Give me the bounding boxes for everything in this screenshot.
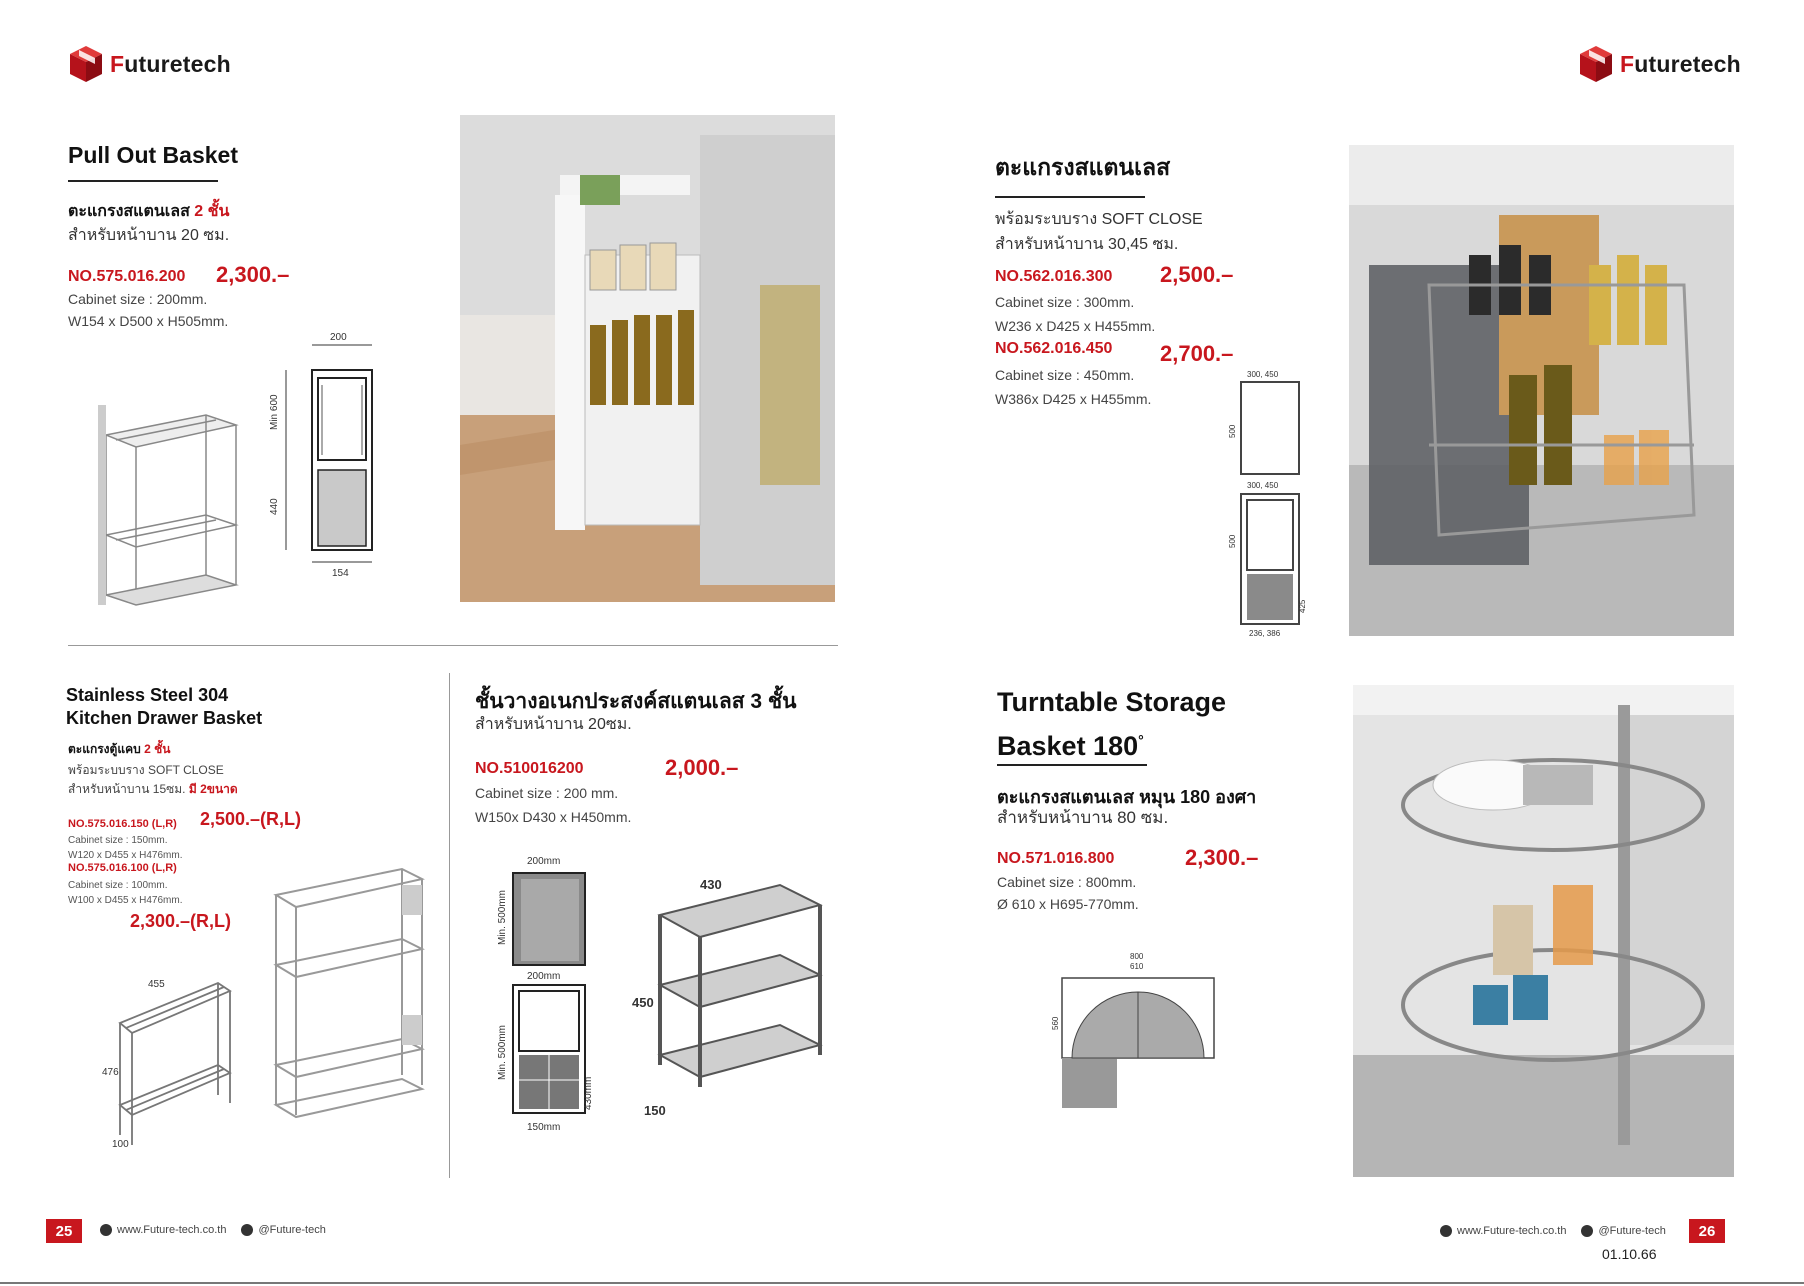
pull-out-dims: W154 x D500 x H505mm. bbox=[68, 313, 229, 329]
drawer-subtitle: ตะแกรงตู้แคบ 2 ชั้น bbox=[68, 742, 171, 756]
turntable-subtitle: ตะแกรงสแตนเลส หมุน 180 องศา bbox=[997, 787, 1257, 807]
drawer-door: สำหรับหน้าบาน 15ซม. มี 2ขนาด bbox=[68, 782, 238, 796]
turntable-price: 2,300.– bbox=[1185, 845, 1259, 870]
drawer-code-1: NO.575.016.150 (L,R) bbox=[68, 818, 177, 830]
page-bottom-rule bbox=[0, 1282, 1804, 1284]
basket-dim-top2: 300, 450 bbox=[1247, 481, 1279, 490]
brand-wordmark: Futuretech bbox=[1620, 50, 1741, 77]
brand-logo-left bbox=[68, 44, 231, 84]
basket-dims-2: W386x D425 x H455mm. bbox=[995, 391, 1152, 407]
basket-photo bbox=[1349, 145, 1734, 636]
turntable-title bbox=[997, 683, 1226, 765]
shelf-code: NO.510016200 bbox=[475, 760, 584, 777]
shelf-dim-w2: 200mm bbox=[527, 971, 561, 982]
turntable-dimension-diagram bbox=[1048, 950, 1218, 1115]
title-underline bbox=[995, 196, 1145, 198]
drawer-dims-1: W120 x D455 x H476mm. bbox=[68, 850, 183, 861]
shelf-door: สำหรับหน้าบาน 20ซม. bbox=[475, 716, 632, 733]
drawer-price-2: 2,300.–(R,L) bbox=[130, 911, 232, 931]
footer-left bbox=[100, 1224, 326, 1236]
turntable-title-line2: Basket 180° bbox=[997, 731, 1144, 761]
basket-title: ตะแกรงสแตนเลส bbox=[995, 154, 1171, 180]
pull-out-code: NO.575.016.200 bbox=[68, 268, 186, 285]
turntable-dim-w2: 610 bbox=[1130, 962, 1144, 971]
drawer-price-1: 2,500.–(R,L) bbox=[200, 809, 302, 829]
shelf-rack-drawing bbox=[630, 875, 830, 1118]
drawer-code-2: NO.575.016.100 (L,R) bbox=[68, 862, 177, 874]
pull-out-photo bbox=[460, 115, 835, 602]
basket-price-1: 2,500.– bbox=[1160, 262, 1234, 287]
column-divider bbox=[449, 673, 450, 1178]
turntable-code: NO.571.016.800 bbox=[997, 850, 1115, 867]
cube-logo-icon bbox=[1578, 44, 1614, 84]
print-date: 01.10.66 bbox=[1602, 1246, 1657, 1262]
basket-dimension-diagram bbox=[1225, 368, 1305, 638]
dim-side2-label: 440 bbox=[269, 498, 280, 515]
turntable-dim-side: 560 bbox=[1051, 1016, 1060, 1030]
shelf-dim-h3: 430mm bbox=[583, 1076, 594, 1110]
drawer-title bbox=[66, 684, 262, 730]
basket-dim-top1: 300, 450 bbox=[1247, 370, 1279, 379]
drawer-cabinet-2: Cabinet size : 100mm. bbox=[68, 880, 168, 891]
shelf-cabinet: Cabinet size : 200 mm. bbox=[475, 785, 619, 801]
drawer-cabinet-1: Cabinet size : 150mm. bbox=[68, 835, 168, 846]
basket-door: สำหรับหน้าบาน 30,45 ซม. bbox=[995, 236, 1179, 253]
brand-logo-right bbox=[1578, 44, 1741, 84]
pull-out-title: Pull Out Basket bbox=[68, 142, 238, 168]
shelf-dims: W150x D430 x H450mm. bbox=[475, 809, 632, 825]
basket-dim-bottom: 236, 386 bbox=[1249, 629, 1281, 638]
shelf-price: 2,000.– bbox=[665, 755, 739, 780]
globe-icon bbox=[1440, 1225, 1452, 1237]
basket-dim-side2: 500 bbox=[1228, 534, 1237, 548]
basket-cabinet-2: Cabinet size : 450mm. bbox=[995, 367, 1135, 383]
turntable-photo bbox=[1353, 685, 1734, 1177]
website-link[interactable]: www.Future-tech.co.th bbox=[1457, 1225, 1567, 1237]
basket-dim-side3: 425 bbox=[1298, 599, 1307, 613]
rack-dim-depth: 430 bbox=[700, 877, 722, 892]
line-handle[interactable]: @Future-tech bbox=[1598, 1225, 1666, 1237]
turntable-dim-w1: 800 bbox=[1130, 952, 1144, 961]
shelf-dim-h1: Min. 500mm bbox=[497, 889, 508, 945]
title-underline bbox=[68, 180, 218, 182]
drawer-dims-2: W100 x D455 x H476mm. bbox=[68, 895, 183, 906]
drawer-basket-drawing bbox=[98, 975, 238, 1150]
drawer-dim-width: 100 bbox=[112, 1139, 129, 1150]
cube-logo-icon bbox=[68, 44, 104, 84]
shelf-dim-h2: Min. 500mm bbox=[497, 1024, 508, 1080]
drawer-title-line1: Stainless Steel 304 bbox=[66, 685, 229, 705]
basket-dims-1: W236 x D425 x H455mm. bbox=[995, 318, 1156, 334]
page-number-left: 25 bbox=[46, 1219, 82, 1243]
pull-out-basket-drawing bbox=[96, 405, 246, 610]
dim-side1-label: Min 600 bbox=[269, 394, 280, 430]
title-underline bbox=[997, 764, 1147, 766]
page-number-right: 26 bbox=[1689, 1219, 1725, 1243]
rack-dim-height: 450 bbox=[632, 995, 654, 1010]
dim-top-label: 200 bbox=[330, 332, 347, 343]
basket-soft-close: พร้อมระบบราง SOFT CLOSE bbox=[995, 211, 1203, 228]
pull-out-price: 2,300.– bbox=[216, 262, 290, 287]
pull-out-dimension-diagram bbox=[269, 330, 382, 580]
drawer-soft-close: พร้อมระบบราง SOFT CLOSE bbox=[68, 763, 224, 777]
turntable-title-line1: Turntable Storage bbox=[997, 687, 1227, 717]
brand-wordmark: Futuretech bbox=[110, 50, 231, 77]
turntable-door: สำหรับหน้าบาน 80 ซม. bbox=[997, 808, 1169, 827]
rack-dim-width: 150 bbox=[644, 1103, 666, 1118]
footer-right bbox=[1440, 1225, 1666, 1237]
shelf-title: ชั้นวางอเนกประสงค์สแตนเลส 3 ชั้น bbox=[475, 690, 797, 713]
turntable-cabinet: Cabinet size : 800mm. bbox=[997, 874, 1137, 890]
shelf-dim-w3: 150mm bbox=[527, 1122, 561, 1133]
basket-dim-side1: 500 bbox=[1228, 424, 1237, 438]
basket-cabinet-1: Cabinet size : 300mm. bbox=[995, 294, 1135, 310]
shelf-dim-w1: 200mm bbox=[527, 856, 561, 867]
pull-out-cabinet: Cabinet size : 200mm. bbox=[68, 291, 208, 307]
drawer-basket-tall-drawing bbox=[272, 865, 432, 1125]
drawer-title-line2: Kitchen Drawer Basket bbox=[66, 708, 263, 728]
website-link[interactable]: www.Future-tech.co.th bbox=[117, 1224, 227, 1236]
pull-out-subtitle: ตะแกรงสแตนเลส 2 ชั้น bbox=[68, 203, 230, 220]
drawer-dim-depth: 455 bbox=[148, 979, 165, 990]
globe-icon bbox=[100, 1224, 112, 1236]
shelf-dimension-diagram bbox=[495, 855, 595, 1135]
section-divider bbox=[68, 645, 838, 646]
turntable-dims: Ø 610 x H695-770mm. bbox=[997, 896, 1139, 912]
basket-code-2: NO.562.016.450 bbox=[995, 340, 1113, 357]
basket-code-1: NO.562.016.300 bbox=[995, 268, 1113, 285]
line-handle[interactable]: @Future-tech bbox=[258, 1224, 326, 1236]
pull-out-door: สำหรับหน้าบาน 20 ซม. bbox=[68, 227, 230, 244]
drawer-dim-height: 476 bbox=[102, 1067, 119, 1078]
line-chat-icon bbox=[241, 1224, 253, 1236]
dim-bottom-label: 154 bbox=[332, 568, 349, 579]
line-chat-icon bbox=[1581, 1225, 1593, 1237]
basket-price-2: 2,700.– bbox=[1160, 341, 1234, 366]
